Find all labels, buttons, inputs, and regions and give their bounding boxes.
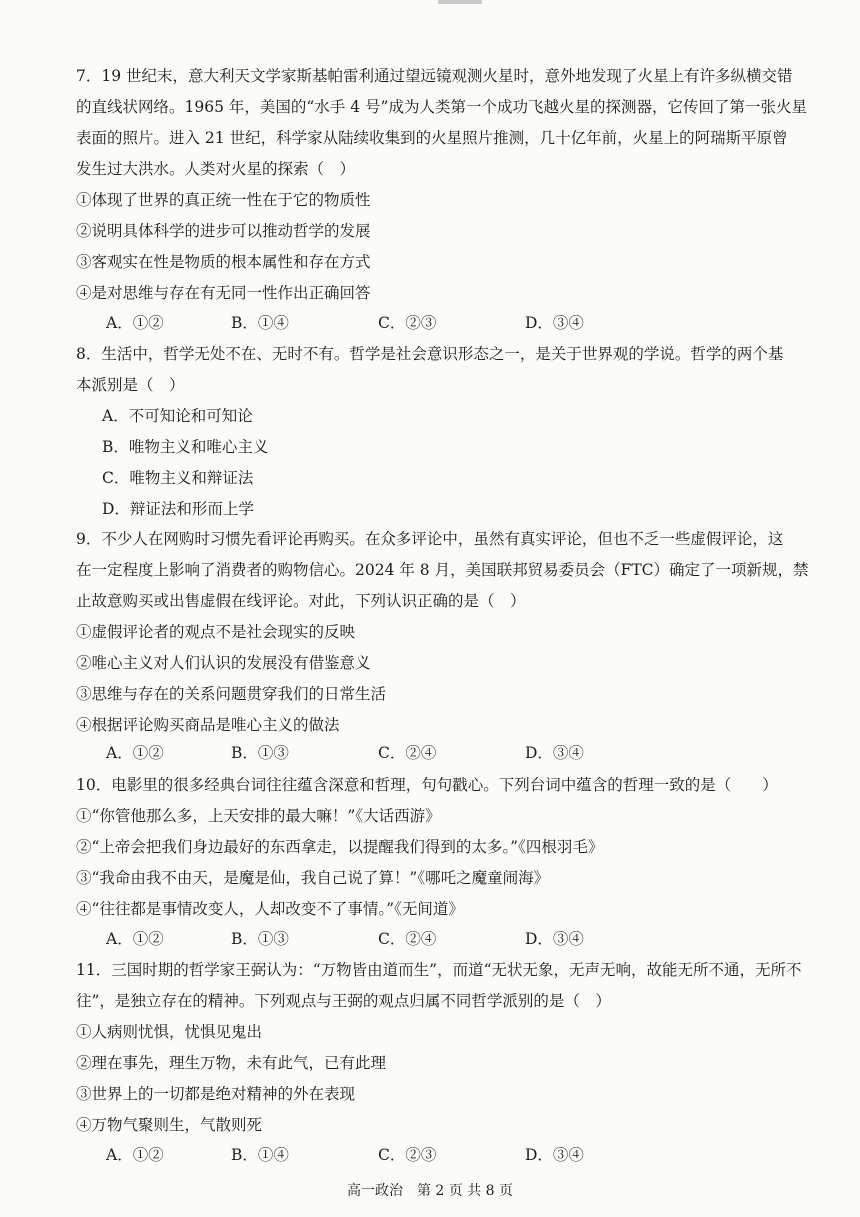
option-c[interactable]: C．②③ xyxy=(378,314,437,332)
q11-statement: ③世界上的一切都是绝对精神的外在表现 xyxy=(76,1085,356,1103)
option-b[interactable]: B．①③ xyxy=(231,744,289,762)
q10-statement: ④“往往都是事情改变人，人却改变不了事情。”《无间道》 xyxy=(76,900,464,918)
q11-statement: ②理在事先，理生万物，未有此气，已有此理 xyxy=(76,1054,387,1072)
q9-statement: ②唯心主义对人们认识的发展没有借鉴意义 xyxy=(76,654,371,672)
option-c[interactable]: C．②④ xyxy=(378,744,437,762)
option-c[interactable]: C．②④ xyxy=(378,930,437,948)
option-a[interactable]: A．①② xyxy=(106,1146,164,1164)
option-a[interactable]: A．不可知论和可知论 xyxy=(102,407,253,425)
q7-stem-line: 表面的照片。进入 21 世纪，科学家从陆续收集到的火星照片推测，几十亿年前，火星上的阿瑞斯平原曾 xyxy=(76,129,788,147)
q9-statement: ③思维与存在的关系问题贯穿我们的日常生活 xyxy=(76,685,387,703)
option-b[interactable]: B．①③ xyxy=(231,930,289,948)
q9-stem-line: 在一定程度上影响了消费者的购物信心。2024 年 8 月，美国联邦贸易委员会（FTC）确定了一项新规，禁 xyxy=(76,561,809,579)
q9-statement: ④根据评论购买商品是唯心主义的做法 xyxy=(76,716,340,734)
option-a[interactable]: A．①② xyxy=(106,930,164,948)
q8-stem-line: 本派别是（ ） xyxy=(76,376,185,394)
q9-statement: ①虚假评论者的观点不是社会现实的反映 xyxy=(76,623,356,641)
q7-statement: ③客观实在性是物质的根本属性和存在方式 xyxy=(76,253,371,271)
q9-stem-line: 止故意购买或出售虚假在线评论。对此，下列认识正确的是（ ） xyxy=(76,592,526,610)
q7-statement: ④是对思维与存在有无同一性作出正确回答 xyxy=(76,284,371,302)
q9-stem-line: 9．不少人在网购时习惯先看评论再购买。在众多评论中，虽然有真实评论，但也不乏一些虚假评论，这 xyxy=(76,530,784,548)
option-b[interactable]: B．①④ xyxy=(231,1146,289,1164)
q11-statement: ①人病则忧惧，忧惧见鬼出 xyxy=(76,1023,263,1041)
option-c[interactable]: C．②③ xyxy=(378,1146,437,1164)
q10-statement: ②“上帝会把我们身边最好的东西拿走，以提醒我们得到的太多。”《四根羽毛》 xyxy=(76,838,604,856)
q7-stem-line: 发生过大洪水。人类对火星的探索（ ） xyxy=(76,160,356,178)
page-footer: 高一政治 第 2 页 共 8 页 xyxy=(346,1183,514,1199)
q8-stem-line: 8．生活中，哲学无处不在、无时不有。哲学是社会意识形态之一，是关于世界观的学说。哲学的两个基 xyxy=(76,345,784,363)
option-b[interactable]: B．唯物主义和唯心主义 xyxy=(102,438,269,456)
q11-statement: ④万物气聚则生，气散则死 xyxy=(76,1116,263,1134)
option-d[interactable]: D．③④ xyxy=(525,1146,584,1164)
option-d[interactable]: D．③④ xyxy=(525,930,584,948)
option-c[interactable]: C．唯物主义和辩证法 xyxy=(102,469,254,487)
q10-stem-line: 10．电影里的很多经典台词往往蕴含深意和哲理，句句戳心。下列台词中蕴含的哲理一致的是（ ） xyxy=(76,776,778,794)
option-a[interactable]: A．①② xyxy=(106,744,164,762)
q11-stem-line: 往”，是独立存在的精神。下列观点与王弼的观点归属不同哲学派别的是（ ） xyxy=(76,992,611,1010)
q11-stem-line: 11．三国时期的哲学家王弼认为：“万物皆由道而生”，而道“无状无象，无声无响，故能无所不通，无所不 xyxy=(76,961,802,979)
q10-statement: ③“我命由我不由天，是魔是仙，我自己说了算！”《哪吒之魔童闹海》 xyxy=(76,869,550,887)
q10-statement: ①“你管他那么多，上天安排的最大嘛！”《大话西游》 xyxy=(76,807,441,825)
q7-statement: ①体现了世界的真正统一性在于它的物质性 xyxy=(76,191,371,209)
option-d[interactable]: D．③④ xyxy=(525,314,584,332)
option-b[interactable]: B．①④ xyxy=(231,314,289,332)
q7-stem-line: 7．19 世纪末，意大利天文学家斯基帕雷利通过望远镜观测火星时，意外地发现了火星上有许多纵横交错 xyxy=(76,67,793,85)
q7-stem-line: 的直线状网络。1965 年，美国的“水手 4 号”成为人类第一个成功飞越火星的探测器，它传回了第一张火星 xyxy=(76,98,807,116)
option-d[interactable]: D．③④ xyxy=(525,744,584,762)
option-a[interactable]: A．①② xyxy=(106,314,164,332)
option-d[interactable]: D．辩证法和形而上学 xyxy=(102,500,254,518)
q7-statement: ②说明具体科学的进步可以推动哲学的发展 xyxy=(76,222,371,240)
